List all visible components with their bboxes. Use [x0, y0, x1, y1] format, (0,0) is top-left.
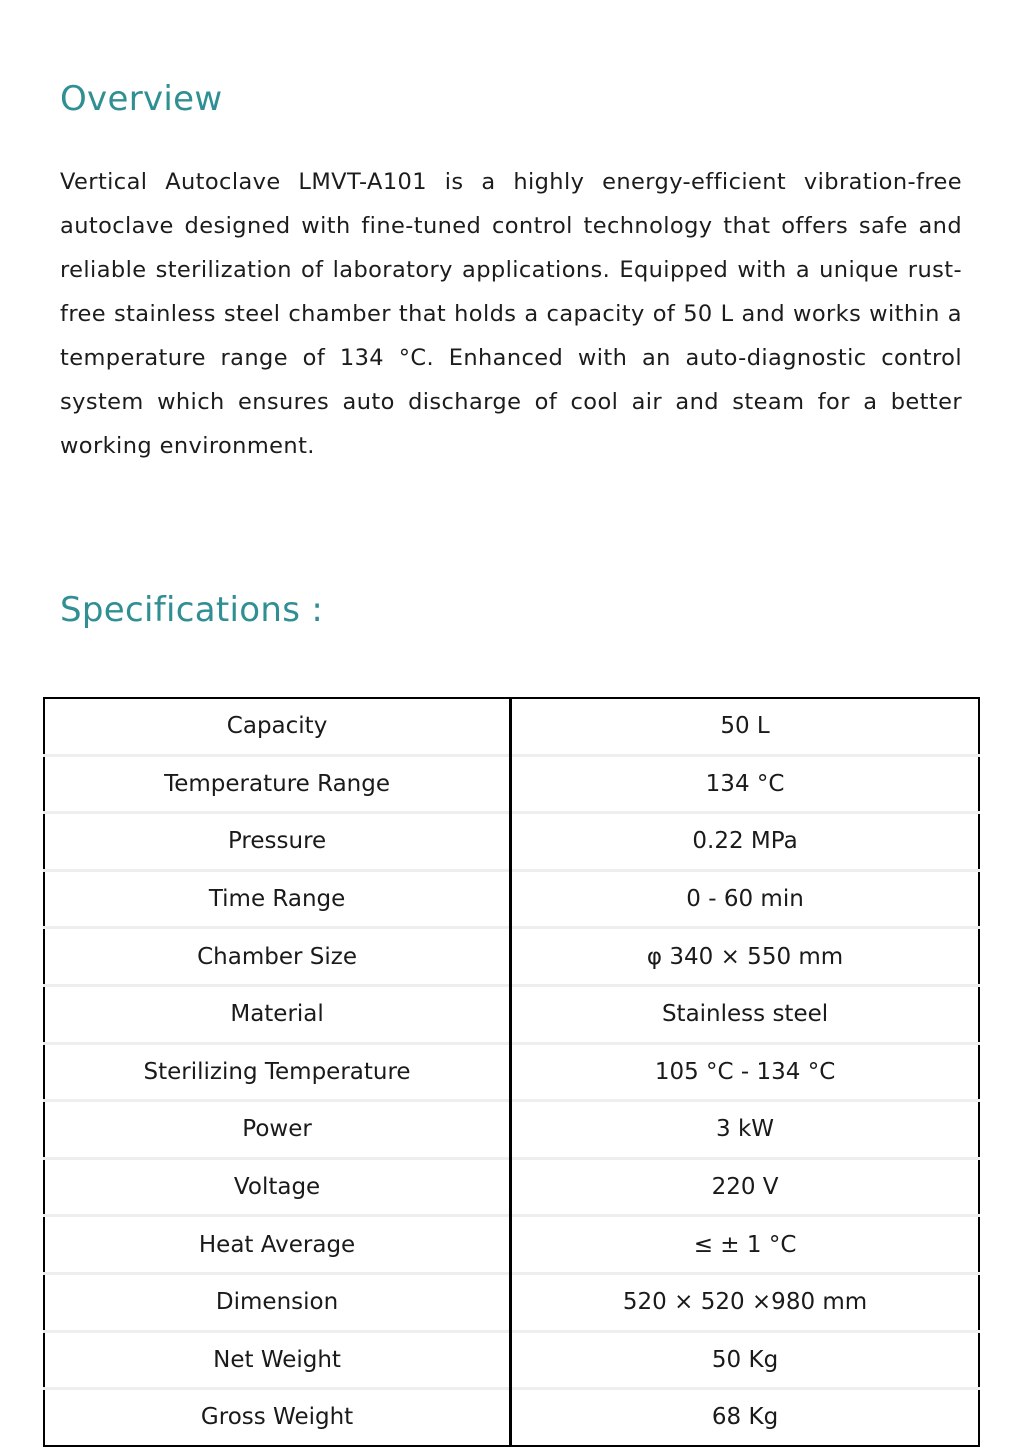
spec-label: Time Range [44, 870, 511, 928]
spec-value: 0.22 MPa [511, 813, 979, 871]
spec-value: 50 L [720, 713, 770, 740]
overview-paragraph: Vertical Autoclave LMVT-A101 is a highly energy-efficient vibration-free autoclave designed with fine-tuned control technology that offers safe and reliable sterilization of laboratory applications. Equipped with a unique rust-free stainless steel chamber that holds a capacity of 50 L and works within a temperature range of 134 °C. Enhanced with an auto-diagnostic control system which ensures auto discharge of cool air and steam for a better working environment. [60, 169, 962, 459]
spec-row-capacity [44, 698, 979, 755]
spec-label: Dimension [44, 1273, 511, 1331]
spec-row-net-weight [44, 1331, 979, 1389]
spec-row-pressure [44, 813, 979, 871]
spec-row-sterilizing-temperature [44, 1043, 979, 1101]
spec-label: Material [44, 985, 511, 1043]
spec-label: Heat Average [44, 1216, 511, 1274]
spec-row-chamber-size [44, 928, 979, 986]
spec-label: Pressure [44, 813, 511, 871]
spec-label: Sterilizing Temperature [44, 1043, 511, 1101]
spec-value: 0 - 60 min [511, 870, 979, 928]
spec-row-time-range [44, 870, 979, 928]
spec-value: 50 Kg [511, 1331, 979, 1389]
spec-label: Temperature Range [44, 755, 511, 813]
overview-heading: Overview [60, 79, 223, 119]
spec-row-gross-weight [44, 1389, 979, 1446]
spec-value: 134 °C [511, 755, 979, 813]
spec-row-temperature-range [44, 755, 979, 813]
spec-value: 105 °C - 134 °C [511, 1043, 979, 1101]
spec-label: Net Weight [44, 1331, 511, 1389]
spec-value: Stainless steel [511, 985, 979, 1043]
spec-label: Chamber Size [44, 928, 511, 986]
spec-value: φ 340 × 550 mm [511, 928, 979, 986]
spec-row-material [44, 985, 979, 1043]
spec-row-dimension [44, 1273, 979, 1331]
spec-label: Gross Weight [44, 1389, 511, 1446]
specifications-heading: Specifications : [60, 590, 324, 630]
spec-row-power [44, 1101, 979, 1159]
spec-value: ≤ ± 1 °C [511, 1216, 979, 1274]
spec-row-heat-average [44, 1216, 979, 1274]
spec-value: 3 kW [511, 1101, 979, 1159]
spec-row-voltage [44, 1158, 979, 1216]
spec-label: Voltage [44, 1158, 511, 1216]
specifications-table [43, 697, 980, 1447]
spec-value: 220 V [511, 1158, 979, 1216]
spec-value: 68 Kg [511, 1389, 979, 1446]
spec-label: Power [44, 1101, 511, 1159]
spec-value: 520 × 520 ×980 mm [511, 1273, 979, 1331]
spec-label: Capacity [44, 698, 511, 755]
